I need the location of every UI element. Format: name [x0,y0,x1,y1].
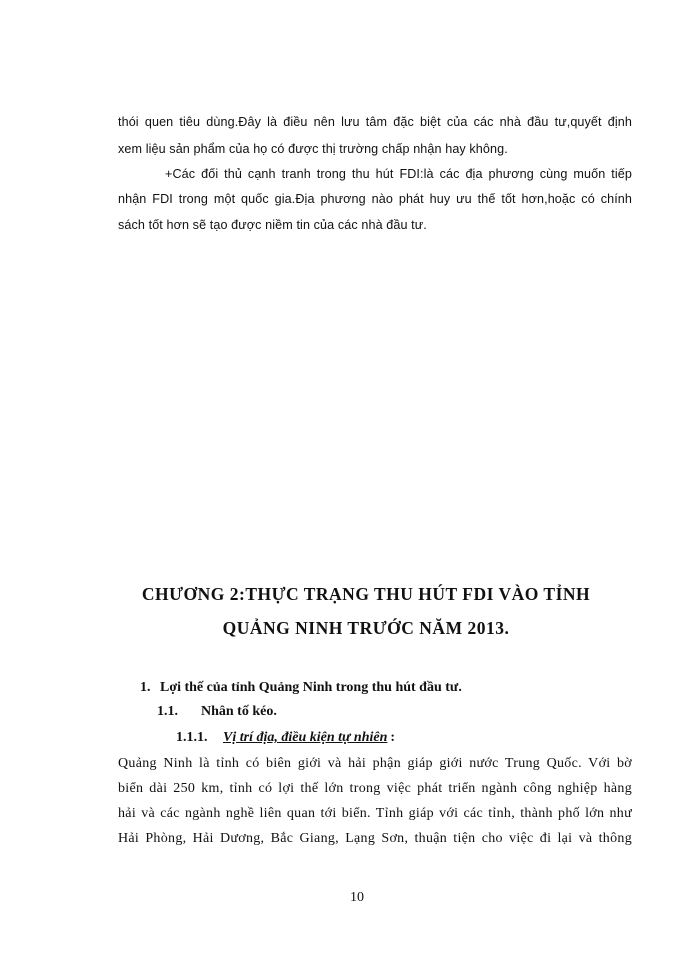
body-line-1: Quảng Ninh là tỉnh có biên giới và hải phận giáp giới nước Trung Quốc. Với bờ [118,756,632,771]
intro-line-3: +Các đối thủ cạnh tranh trong thu hút FDI:là các địa phương cùng muốn tiếp [165,167,632,181]
section-1-1-1-heading [176,731,395,745]
page-number: 10 [350,890,364,905]
section-1-title: Lợi thế của tỉnh Quảng Ninh trong thu hút đầu tư. [160,680,462,695]
section-1-1-heading [157,705,277,719]
section-1-1-title: Nhân tố kéo. [201,704,277,719]
section-1-1-number: 1.1. [157,704,178,719]
body-line-4: Hải Phòng, Hải Dương, Bắc Giang, Lạng Sơn, thuận tiện cho việc đi lại và thông [118,831,632,846]
intro-line-5: sách tốt hơn sẽ tạo được niềm tin của các nhà đầu tư. [118,218,427,232]
intro-line-1: thói quen tiêu dùng.Đây là điều nên lưu tâm đặc biệt của các nhà đầu tư,quyết định [118,115,632,129]
chapter-title-line-2: QUẢNG NINH TRƯỚC NĂM 2013. [222,618,510,638]
section-1-1-1-number: 1.1.1. [176,730,208,745]
intro-line-4: nhận FDI trong một quốc gia.Địa phương nào phát huy ưu thế tốt hơn,hoặc có chính [118,192,632,206]
section-1-1-1-title: Vị trí địa, điều kiện tự nhiên [223,730,388,745]
section-1-number: 1. [140,680,151,695]
intro-line-2: xem liệu sản phẩm của họ có được thị trường chấp nhận hay không. [118,142,508,156]
body-line-2: biển dài 250 km, tỉnh có lợi thế lớn trong việc phát triển ngành công nghiệp hàng [118,781,632,796]
section-1-heading [140,681,462,695]
section-1-1-1-suffix: : [390,730,396,745]
body-line-3: hải và các ngành nghề liên quan tới biển. Tỉnh giáp với các tỉnh, thành phố lớn như [118,806,632,821]
chapter-title-line-1: CHƯƠNG 2:THỰC TRẠNG THU HÚT FDI VÀO TỈNH [141,584,591,604]
